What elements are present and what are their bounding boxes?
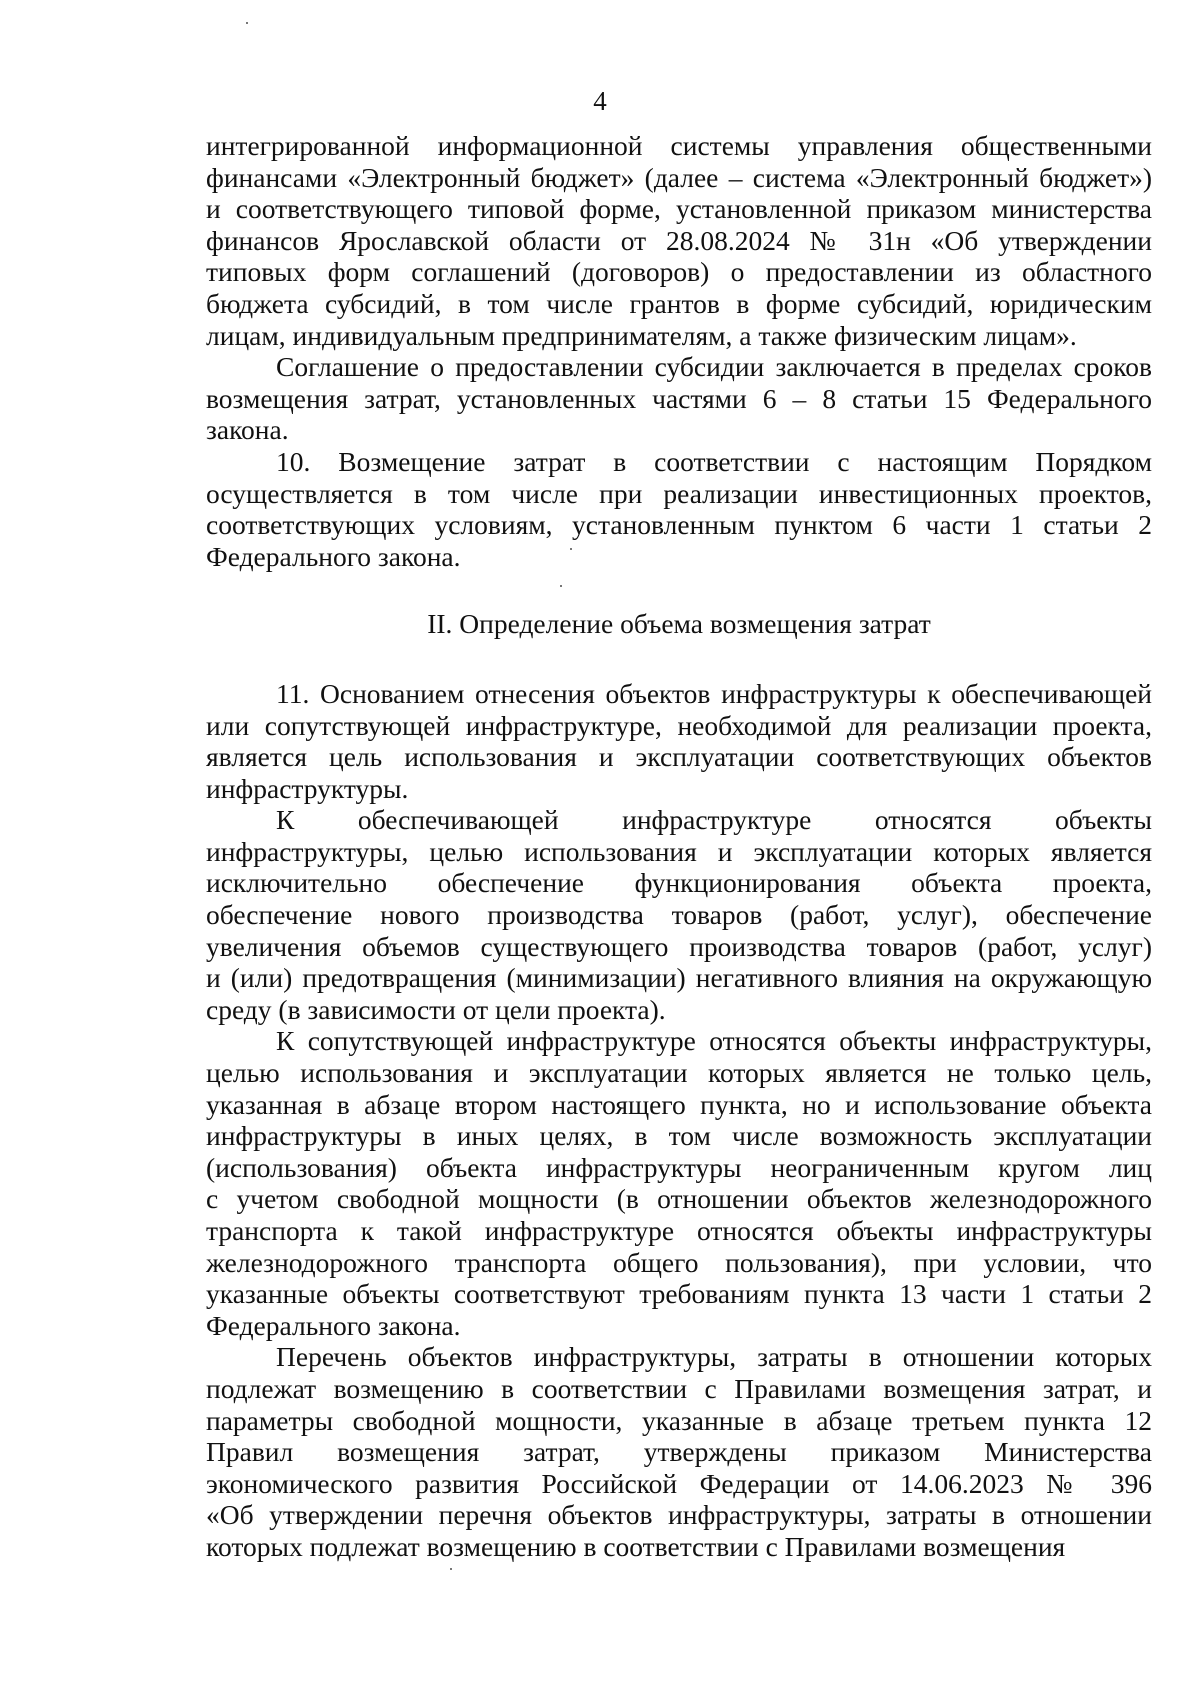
paragraph [206,804,1152,1025]
text-line: целью использования и эксплуатации которых является не только цель, [206,1057,1152,1089]
text-line: лицам, индивидуальным предпринимателям, а также физическим лицам». [206,319,1077,351]
text-line: Федерального закона. [206,1309,461,1341]
text-line: и соответствующего типовой форме, установленной приказом министерства [206,193,1152,225]
text-line: подлежат возмещению в соответствии с Правилами возмещения затрат, и [206,1372,1152,1404]
text-line: которых подлежат возмещению в соответствии с Правилами возмещения [206,1530,1066,1562]
paragraphs-before-heading [206,130,1152,572]
text-line: Перечень объектов инфраструктуры, затраты в отношении которых [276,1341,1152,1373]
text-line: увеличения объемов существующего производства товаров (работ, услуг) [206,930,1152,962]
text-line: соответствующих условиям, установленным пунктом 6 части 1 статьи 2 [206,509,1152,541]
text-line: указанные объекты соответствуют требованиям пункта 13 части 1 статьи 2 [206,1278,1152,1310]
paragraph [206,130,1152,351]
text-line: осуществляется в том числе при реализации инвестиционных проектов, [206,477,1152,509]
paragraph [206,351,1152,446]
text-line: бюджета субсидий, в том числе грантов в форме субсидий, юридическим [206,287,1152,319]
text-line: Правил возмещения затрат, утверждены приказом Министерства [206,1436,1152,1468]
text-line: параметры свободной мощности, указанные в абзаце третьем пункта 12 [206,1404,1152,1436]
text-line: «Об утверждении перечня объектов инфраструктуры, затраты в отношении [206,1499,1152,1531]
text-line: типовых форм соглашений (договоров) о предоставлении из областного [206,256,1152,288]
paragraph [206,446,1152,572]
text-line: 10. Возмещение затрат в соответствии с настоящим Порядком [276,445,1152,477]
text-line: с учетом свободной мощности (в отношении объектов железнодорожного [206,1183,1152,1215]
text-line: К обеспечивающей инфраструктуре относятся объекты [276,804,1152,836]
text-line: Соглашение о предоставлении субсидии заключается в пределах сроков [276,351,1152,383]
page-number: 4 [593,86,607,116]
paragraphs-after-heading [206,678,1152,1563]
text-line: среду (в зависимости от цели проекта). [206,993,666,1025]
text-line: закона. [206,414,289,446]
text-line: возмещения затрат, установленных частями 6 – 8 статьи 15 Федерального [206,382,1152,414]
text-line: исключительно обеспечение функционирования объекта проекта, [206,867,1152,899]
text-line: является цель использования и эксплуатации соответствующих объектов [206,741,1152,773]
text-line: указанная в абзаце втором настоящего пункта, но и использование объекта [206,1088,1152,1120]
text-line: финансами «Электронный бюджет» (далее – система «Электронный бюджет») [206,161,1152,193]
paragraph [206,1341,1152,1562]
scan-speck [560,585,562,587]
text-line: и (или) предотвращения (минимизации) негативного влияния на окружающую [206,962,1152,994]
text-line: инфраструктуры, целью использования и эксплуатации которых является [206,835,1152,867]
text-line: транспорта к такой инфраструктуре относятся объекты инфраструктуры [206,1215,1152,1246]
text-line: или сопутствующей инфраструктуре, необходимой для реализации проекта, [206,709,1152,741]
text-line: железнодорожного транспорта общего пользования), при условии, что [206,1246,1152,1278]
text-line: инфраструктуры. [206,772,409,804]
document-body [206,130,1152,1563]
text-line: инфраструктуры в иных целях, в том числе возможность эксплуатации [206,1120,1152,1152]
text-line: 11. Основанием отнесения объектов инфраструктуры к обеспечивающей [276,677,1152,709]
text-line: (использования) объекта инфраструктуры неограниченным кругом лиц [206,1151,1152,1183]
paragraph [206,1025,1152,1341]
text-line: интегрированной информационной системы управления общественными [206,130,1152,161]
text-line: Федерального закона. [206,540,461,572]
text-line: К сопутствующей инфраструктуре относятся объекты инфраструктуры, [276,1025,1152,1057]
text-line: обеспечение нового производства товаров (работ, услуг), обеспечение [206,899,1152,931]
text-line: экономического развития Российской Федерации от 14.06.2023 № 396 [206,1467,1152,1499]
scan-speck [570,548,572,550]
paragraph [206,678,1152,804]
section-heading: II. Определение объема возмещения затрат [427,608,931,640]
scan-speck [246,22,248,24]
scan-speck [450,1568,452,1570]
text-line: финансов Ярославской области от 28.08.2024 № 31н «Об утверждении [206,224,1152,256]
